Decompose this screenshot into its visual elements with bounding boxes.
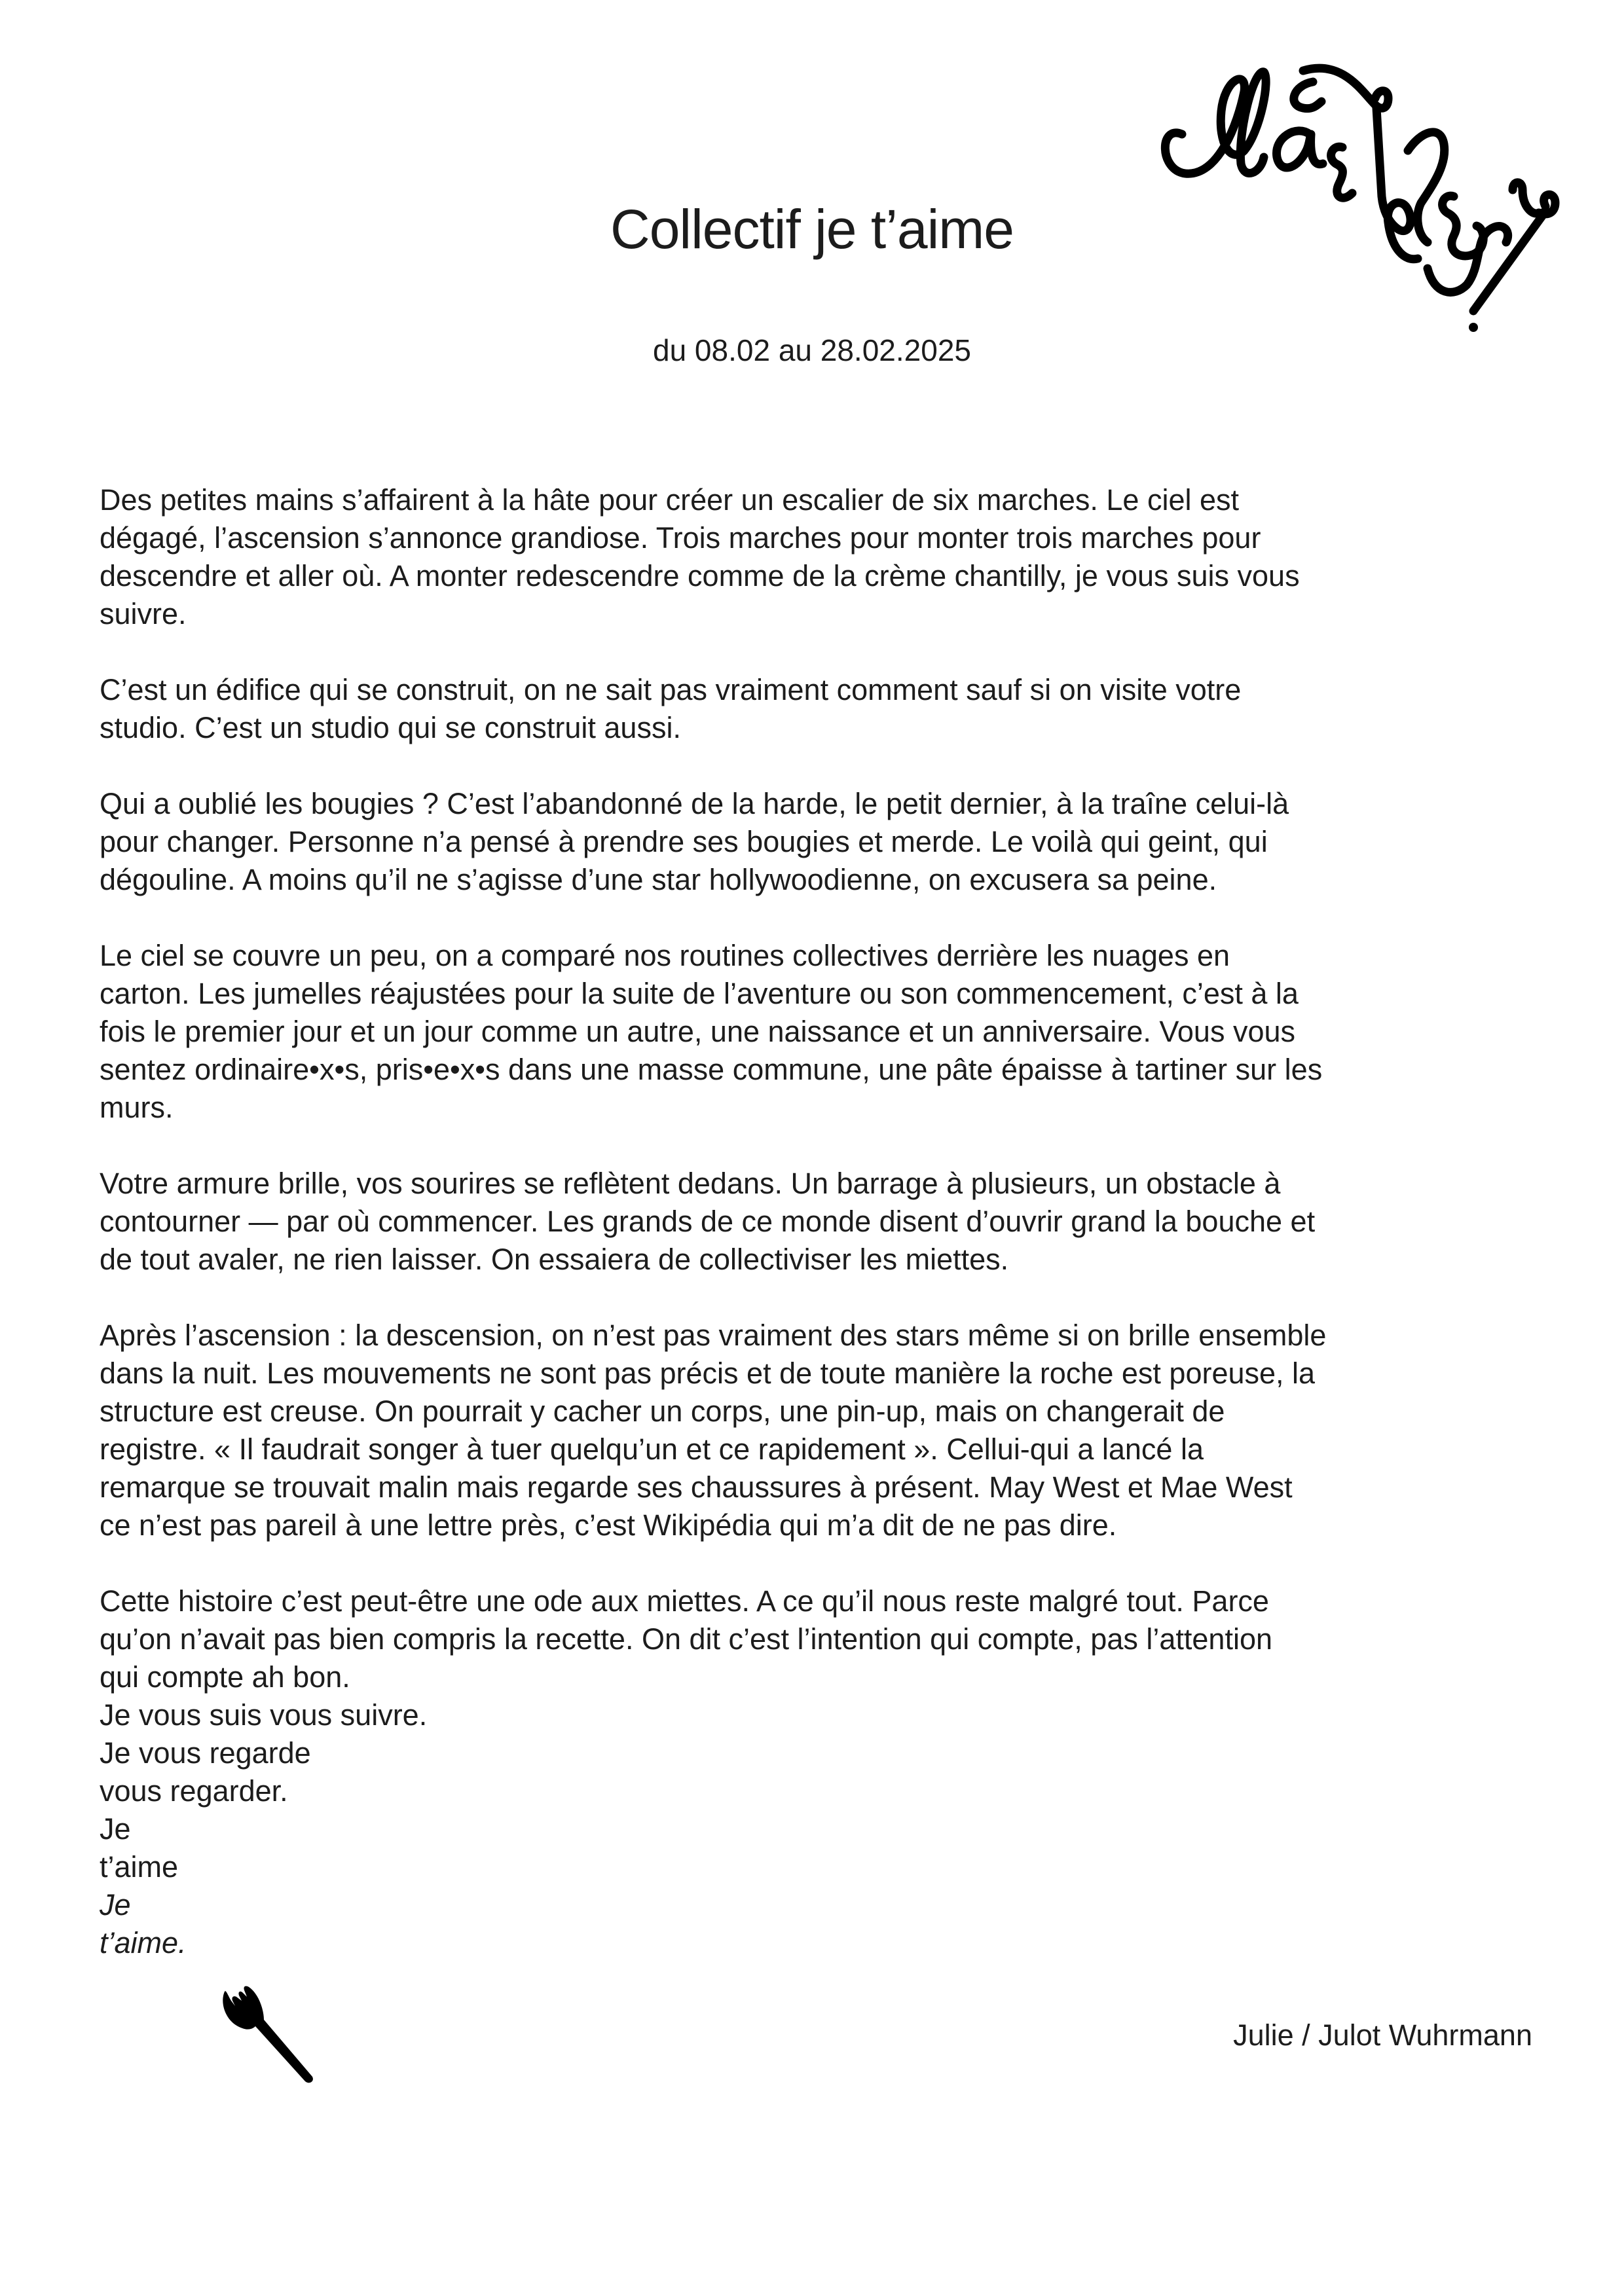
author-signature: Julie / Julot Wuhrmann — [1233, 2018, 1532, 2052]
text-line: C’est un édifice qui se construit, on ne sait pas vraiment comment sauf si on visite votre — [100, 673, 1242, 706]
text-line: Je vous regarde — [100, 1736, 311, 1770]
text-line: t’aime — [100, 1850, 179, 1884]
spork-icon — [213, 1971, 331, 2088]
text-line: Après l’ascension : la descension, on n’est pas vraiment des stars même si on brille ensemble — [100, 1319, 1327, 1352]
text-line: de tout avaler, ne rien laisser. On essaiera de collectiviser les miettes. — [100, 1243, 1009, 1276]
paragraph — [100, 481, 1527, 633]
body-text — [100, 481, 1527, 2000]
text-line: qu’on n’avait pas bien compris la recette. On dit c’est l’intention qui compte, pas l’attention — [100, 1622, 1272, 1656]
text-line: dégagé, l’ascension s’annonce grandiose. Trois marches pour monter trois marches pour — [100, 521, 1261, 555]
italic-text-line: t’aime. — [100, 1926, 187, 1959]
text-line: descendre et aller où. A monter redescendre comme de la crème chantilly, je vous suis vous — [100, 559, 1300, 592]
italic-text-line: Je — [100, 1888, 131, 1922]
text-line: Des petites mains s’affairent à la hâte pour créer un escalier de six marches. Le ciel est — [100, 483, 1240, 517]
text-line: murs. — [100, 1091, 174, 1124]
text-line: registre. « Il faudrait songer à tuer quelqu’un et ce rapidement ». Cellui-qui a lancé la — [100, 1432, 1204, 1466]
paragraph — [100, 671, 1527, 747]
exhibition-dates: du 08.02 au 28.02.2025 — [652, 333, 971, 367]
text-line: suivre. — [100, 597, 187, 630]
text-line: Le ciel se couvre un peu, on a comparé nos routines collectives derrière les nuages en — [100, 939, 1230, 972]
paragraph — [100, 1165, 1527, 1279]
text-line: dégouline. A moins qu’il ne s’agisse d’une star hollywoodienne, on excusera sa peine. — [100, 863, 1217, 896]
text-line: vous regarder. — [100, 1774, 288, 1808]
text-line: Je vous suis vous suivre. — [100, 1698, 428, 1732]
text-line: structure est creuse. On pourrait y cacher un corps, une pin-up, mais on changerait de — [100, 1394, 1225, 1428]
text-line: Cette histoire c’est peut-être une ode aux miettes. A ce qu’il nous reste malgré tout. Parce — [100, 1584, 1269, 1618]
text-line: carton. Les jumelles réajustées pour la suite de l’aventure ou son commencement, c’est à la — [100, 977, 1299, 1010]
paragraph — [100, 785, 1527, 899]
text-line: fois le premier jour et un jour comme un autre, une naissance et un anniversaire. Vous vous — [100, 1015, 1295, 1048]
text-line: Je — [100, 1812, 131, 1846]
text-line: ce n’est pas pareil à une lettre près, c’est Wikipédia qui m’a dit de ne pas dire. — [100, 1508, 1117, 1542]
coda-paragraph — [100, 1582, 1527, 1962]
text-line: pour changer. Personne n’a pensé à prendre ses bougies et merde. Le voilà qui geint, qui — [100, 825, 1268, 858]
page-title: Collectif je t’aime — [610, 198, 1014, 260]
paragraph — [100, 937, 1527, 1127]
text-line: contourner — par où commencer. Les grands de ce monde disent d’ouvrir grand la bouche et — [100, 1205, 1316, 1238]
text-line: remarque se trouvait malin mais regarde ses chaussures à présent. May West et Mae West — [100, 1470, 1293, 1504]
text-line: dans la nuit. Les mouvements ne sont pas précis et de toute manière la roche est poreuse, la — [100, 1357, 1316, 1390]
text-line: sentez ordinaire•x•s, pris•e•x•s dans une masse commune, une pâte épaisse à tartiner sur les — [100, 1053, 1323, 1086]
text-line: studio. C’est un studio qui se construit aussi. — [100, 711, 681, 744]
text-line: Votre armure brille, vos sourires se reflètent dedans. Un barrage à plusieurs, un obstacle à — [100, 1167, 1281, 1200]
text-line: qui compte ah bon. — [100, 1660, 350, 1694]
text-line: Qui a oublié les bougies ? C’est l’abandonné de la harde, le petit dernier, à la traîne celui-là — [100, 787, 1289, 820]
paragraph — [100, 1317, 1527, 1544]
